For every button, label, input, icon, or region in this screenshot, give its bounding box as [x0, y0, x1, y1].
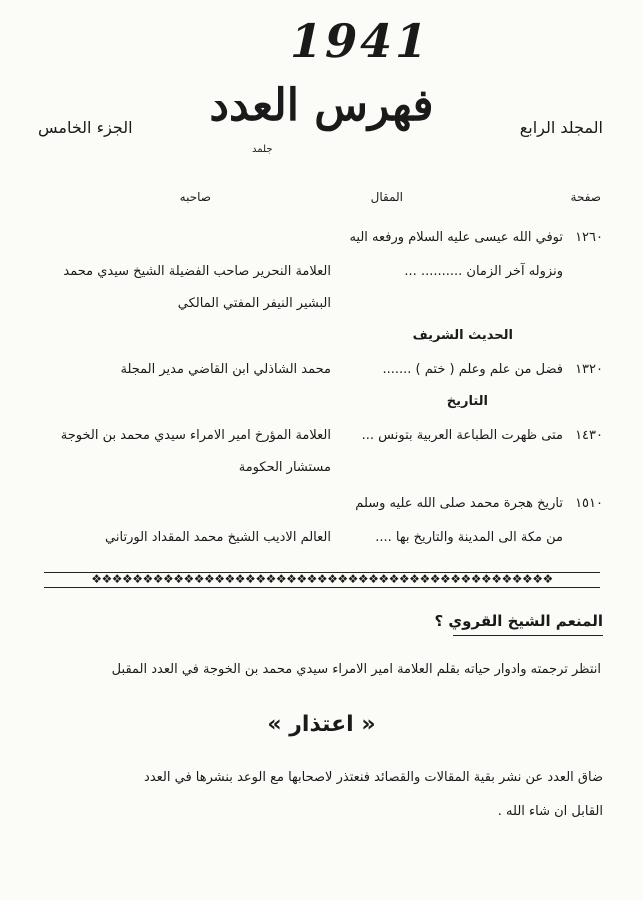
entry-author-line: مستشار الحكومة	[238, 460, 331, 475]
entry-author-line: العلامة النحرير صاحب الفضيلة الشيخ سيدي محمد	[63, 264, 331, 279]
entry-page-number: ١٢٦٠	[575, 230, 603, 245]
entry-page-number: ١٣٢٠	[575, 362, 603, 377]
volume-label: المجلد الرابع	[519, 118, 603, 137]
column-header-author: صاحبه	[179, 190, 211, 204]
entry-author-line: البشير النيفر المفتي المالكي	[177, 296, 331, 311]
entry-author-line: العلامة المؤرخ امير الامراء سيدي محمد بن الخوجة	[60, 428, 331, 443]
entry-author-line: محمد الشاذلي ابن القاضي مدير المجلة	[120, 362, 331, 377]
page-title: فهرس العدد	[209, 80, 434, 131]
notice-heading: المنعم الشيخ القروي ؟	[434, 612, 603, 630]
notice-body: انتظر ترجمته وادوار حياته بقلم العلامة امير الامراء سيدي محمد بن الخوجة في العدد المقبل	[111, 662, 601, 677]
entry-title-line: تاريخ هجرة محمد صلى الله عليه وسلم	[355, 496, 563, 511]
handwritten-number: 1941	[284, 14, 436, 68]
column-header-page: صفحة	[570, 190, 601, 204]
entry-title-line: ونزوله آخر الزمان .......... ...	[404, 264, 563, 279]
entry-title-line: توفي الله عيسى عليه السلام ورفعه اليه	[349, 230, 563, 245]
entry-author-line: العالم الاديب الشيخ محمد المقداد الورتاني	[105, 530, 331, 545]
part-label: الجزء الخامس	[38, 118, 133, 137]
entry-page-number: ١٤٣٠	[575, 428, 603, 443]
entry-title-line: فضل من علم وعلم ( ختم ) .......	[382, 362, 563, 377]
category-heading: التاريخ	[446, 394, 488, 409]
apology-title: « اعتذار »	[267, 712, 376, 737]
column-header-article: المقال	[370, 190, 403, 204]
category-heading: الحديث الشريف	[412, 328, 513, 343]
entry-page-number: ١٥١٠	[575, 496, 603, 511]
title-subscript: جلمد	[252, 144, 273, 155]
entry-title-line: متى ظهرت الطباعة العربية بتونس ...	[361, 428, 563, 443]
ornamental-divider: ❖❖❖❖❖❖❖❖❖❖❖❖❖❖❖❖❖❖❖❖❖❖❖❖❖❖❖❖❖❖❖❖❖❖❖❖❖❖❖❖❖❖❖❖❖	[44, 572, 600, 588]
apology-text-line: القابل ان شاء الله .	[497, 804, 603, 819]
apology-text-line: ضاق العدد عن نشر بقية المقالات والقصائد فنعتذر لاصحابها مع الوعد بنشرها في العدد	[144, 770, 603, 785]
notice-underline	[453, 635, 603, 636]
entry-title-line: من مكة الى المدينة والتاريخ بها ....	[375, 530, 563, 545]
